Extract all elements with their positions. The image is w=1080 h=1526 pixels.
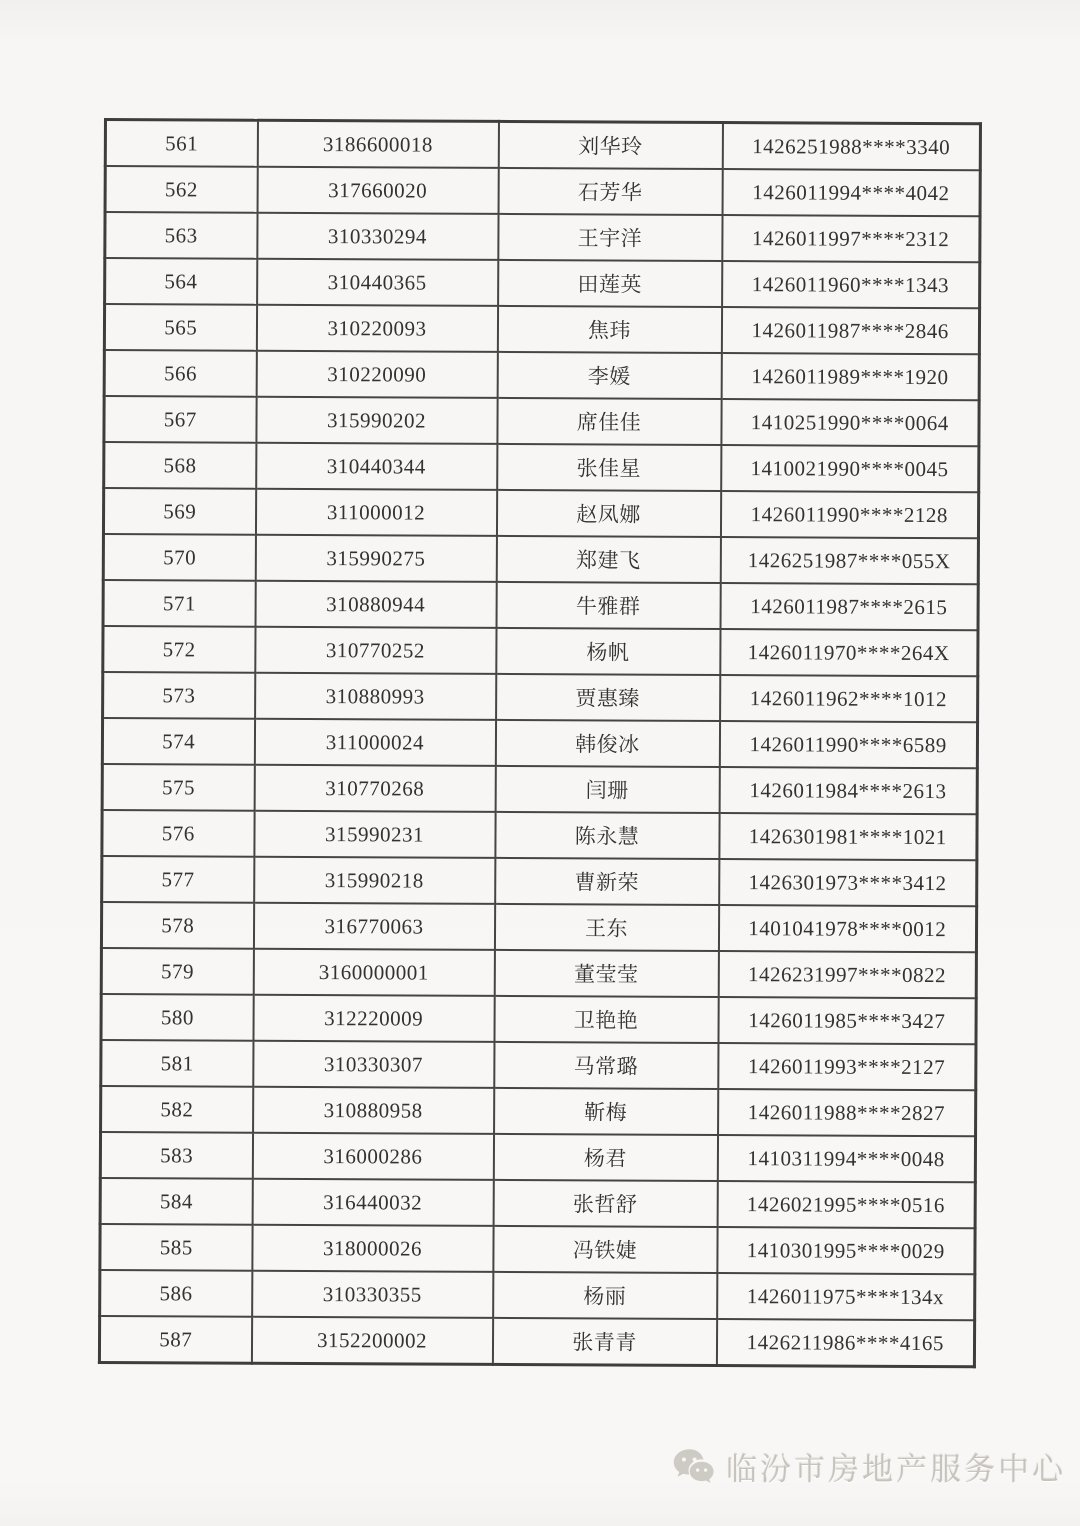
roster-table [98, 118, 979, 1368]
seq-cell: 584 [100, 1178, 252, 1225]
table-row [102, 718, 977, 768]
table-row [101, 948, 976, 998]
code-cell: 310440344 [256, 443, 497, 490]
table-row [100, 1132, 975, 1182]
id-cell: 1426011970****264X [720, 629, 978, 676]
seq-cell: 585 [100, 1224, 252, 1271]
name-cell: 石芳华 [498, 168, 722, 215]
code-cell: 310330294 [257, 213, 498, 260]
seq-cell: 575 [102, 764, 254, 811]
id-cell: 1426011984****2613 [719, 767, 977, 814]
name-cell: 王东 [494, 904, 718, 951]
table-row [99, 1316, 974, 1367]
name-cell: 冯铁婕 [493, 1226, 717, 1273]
id-cell: 1426011990****2128 [720, 491, 978, 538]
table-row [103, 488, 978, 538]
name-cell: 刘华玲 [498, 121, 722, 169]
table-row [102, 810, 977, 860]
name-cell: 王宇洋 [498, 214, 722, 261]
name-cell: 杨丽 [493, 1272, 717, 1319]
code-cell: 315990275 [255, 535, 496, 582]
id-cell: 1426011985****3427 [718, 997, 976, 1044]
id-cell: 1401041978****0012 [718, 905, 976, 952]
table-row [104, 350, 979, 400]
name-cell: 韩俊冰 [495, 720, 719, 767]
seq-cell: 583 [100, 1132, 252, 1179]
seq-cell: 570 [103, 534, 255, 581]
table-row [105, 258, 980, 308]
code-cell: 315990202 [256, 397, 497, 444]
table-row [103, 534, 978, 584]
wechat-icon [672, 1447, 718, 1487]
name-cell: 靳梅 [494, 1088, 718, 1135]
table-row [104, 396, 979, 446]
table-row [105, 120, 980, 171]
table-row [105, 212, 980, 262]
seq-cell: 573 [103, 672, 255, 719]
code-cell: 310880993 [255, 673, 496, 720]
table-row [101, 1040, 976, 1090]
id-cell: 1426251987****055X [720, 537, 978, 584]
table-row [101, 994, 976, 1044]
id-cell: 1426011975****134x [717, 1273, 975, 1320]
seq-cell: 579 [101, 948, 253, 995]
name-cell: 董莹莹 [494, 950, 718, 997]
code-cell: 316770063 [253, 903, 494, 950]
name-cell: 赵凤娜 [496, 490, 720, 537]
name-cell: 牛雅群 [496, 582, 720, 629]
name-cell: 贾惠臻 [496, 674, 720, 721]
id-cell: 1426211986****4165 [716, 1319, 974, 1367]
seq-cell: 578 [101, 902, 253, 949]
seq-cell: 562 [105, 166, 257, 213]
name-cell: 郑建飞 [496, 536, 720, 583]
seq-cell: 565 [104, 304, 256, 351]
id-cell: 1426011994****4042 [722, 169, 980, 216]
seq-cell: 577 [102, 856, 254, 903]
name-cell: 李媛 [497, 352, 721, 399]
name-cell: 杨帆 [496, 628, 720, 675]
name-cell: 杨君 [493, 1134, 717, 1181]
code-cell: 317660020 [257, 167, 498, 214]
code-cell: 310880958 [253, 1087, 494, 1134]
table-row [104, 304, 979, 354]
code-cell: 3152200002 [251, 1317, 492, 1365]
id-cell: 1426011988****2827 [718, 1089, 976, 1136]
id-cell: 1410311994****0048 [717, 1135, 975, 1182]
name-cell: 张青青 [492, 1318, 716, 1366]
table-row [100, 1224, 975, 1274]
id-cell: 1426021995****0516 [717, 1181, 975, 1228]
name-cell: 张哲舒 [493, 1180, 717, 1227]
code-cell: 315990231 [254, 811, 495, 858]
name-cell: 焦玮 [497, 306, 721, 353]
code-cell: 312220009 [253, 995, 494, 1042]
code-cell: 315990218 [254, 857, 495, 904]
table-row [102, 764, 977, 814]
code-cell: 311000012 [255, 489, 496, 536]
seq-cell: 567 [104, 396, 256, 443]
seq-cell: 564 [105, 258, 257, 305]
code-cell: 310330355 [252, 1271, 493, 1318]
seq-cell: 563 [105, 212, 257, 259]
name-cell: 曹新荣 [495, 858, 719, 905]
id-cell: 1426231997****0822 [718, 951, 976, 998]
name-cell: 田莲英 [498, 260, 722, 307]
name-cell: 张佳星 [497, 444, 721, 491]
seq-cell: 566 [104, 350, 256, 397]
code-cell: 3160000001 [253, 949, 494, 996]
seq-cell: 561 [105, 120, 257, 167]
code-cell: 310440365 [257, 259, 498, 306]
name-cell: 席佳佳 [497, 398, 721, 445]
table-row [103, 672, 978, 722]
seq-cell: 572 [103, 626, 255, 673]
code-cell: 316440032 [252, 1179, 493, 1226]
table-row [103, 580, 978, 630]
seq-cell: 582 [101, 1086, 253, 1133]
seq-cell: 571 [103, 580, 255, 627]
id-cell: 1426011987****2846 [721, 307, 979, 354]
watermark-text: 临汾市房地产服务中心 [726, 1452, 1066, 1487]
name-cell: 陈永慧 [495, 812, 719, 859]
code-cell: 310330307 [253, 1041, 494, 1088]
code-cell: 310770268 [254, 765, 495, 812]
code-cell: 310220090 [256, 351, 497, 398]
code-cell: 316000286 [252, 1133, 493, 1180]
table-row [104, 442, 979, 492]
code-cell: 310770252 [255, 627, 496, 674]
id-cell: 1410251990****0064 [721, 399, 979, 446]
seq-cell: 586 [100, 1270, 252, 1317]
id-cell: 1426011993****2127 [718, 1043, 976, 1090]
seq-cell: 576 [102, 810, 254, 857]
seq-cell: 574 [102, 718, 254, 765]
name-cell: 马常璐 [494, 1042, 718, 1089]
seq-cell: 587 [99, 1316, 251, 1363]
table-row [100, 1178, 975, 1228]
seq-cell: 581 [101, 1040, 253, 1087]
id-cell: 1410301995****0029 [717, 1227, 975, 1274]
id-cell: 1426301981****1021 [719, 813, 977, 860]
code-cell: 310880944 [255, 581, 496, 628]
table-row [101, 902, 976, 952]
watermark [672, 1444, 1066, 1489]
seq-cell: 569 [103, 488, 255, 535]
id-cell: 1426011997****2312 [722, 215, 980, 262]
id-cell: 1426011962****1012 [720, 675, 978, 722]
table-row [101, 1086, 976, 1136]
table-row [103, 626, 978, 676]
seq-cell: 580 [101, 994, 253, 1041]
table-row [105, 166, 980, 216]
id-cell: 1410021990****0045 [721, 445, 979, 492]
id-cell: 1426301973****3412 [719, 859, 977, 906]
code-cell: 3186600018 [257, 120, 498, 168]
table-row [100, 1270, 975, 1320]
name-cell: 闫珊 [495, 766, 719, 813]
id-cell: 1426011989****1920 [721, 353, 979, 400]
id-cell: 1426011987****2615 [720, 583, 978, 630]
code-cell: 310220093 [256, 305, 497, 352]
id-cell: 1426251988****3340 [722, 123, 980, 171]
id-cell: 1426011960****1343 [722, 261, 980, 308]
code-cell: 318000026 [252, 1225, 493, 1272]
name-cell: 卫艳艳 [494, 996, 718, 1043]
code-cell: 311000024 [254, 719, 495, 766]
id-cell: 1426011990****6589 [719, 721, 977, 768]
seq-cell: 568 [104, 442, 256, 489]
table-row [102, 856, 977, 906]
